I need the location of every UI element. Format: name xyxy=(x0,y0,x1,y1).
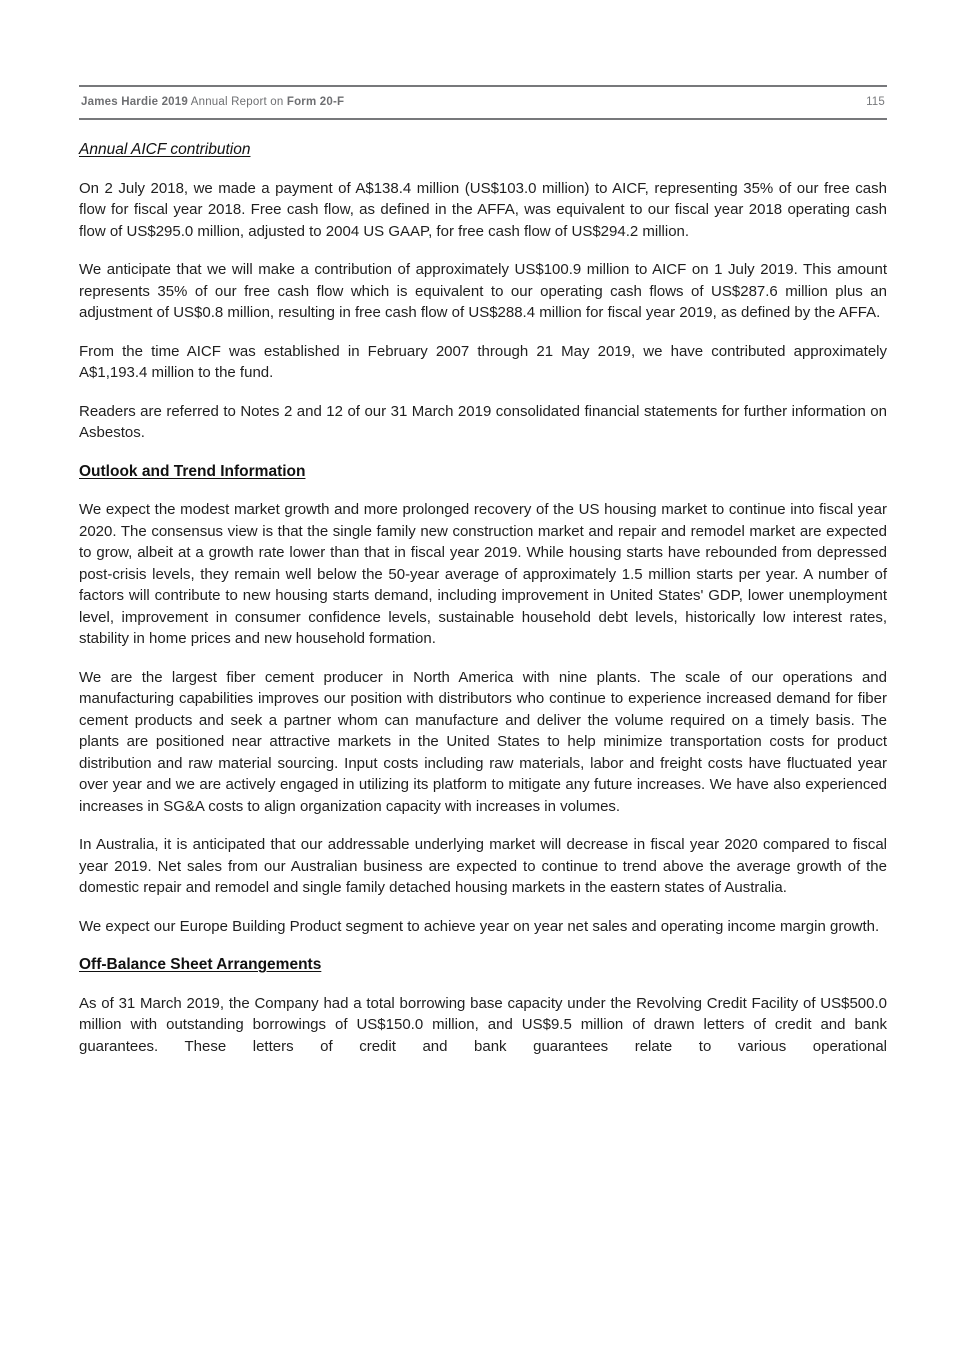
paragraph-aicf-notes-reference: Readers are referred to Notes 2 and 12 of our 31 March 2019 consolidated financial statements for further information on Asbestos. xyxy=(79,402,887,441)
report-form-label: Form 20-F xyxy=(286,96,345,108)
paragraph-us-housing-outlook: We expect the modest market growth and more prolonged recovery of the US housing market to continue into fiscal year 2020. The consensus view is that the single family new construction market and repair and remodel market are expected to grow, albeit at a growth rate lower than that in fiscal year 2019. While housing starts have rebounded from depressed post-crisis levels, they remain well below the 50-year average of approximately 1.5 million starts per year. A number of factors will contribute to new housing starts demand, including improvement in United States' GDP, lower unemployment level, improvement in consumer confidence levels, sustainable household debt levels, historically low interest rates, stability in home prices and new household formation. xyxy=(79,501,887,647)
paragraph-aicf-anticipated-contribution: We anticipate that we will make a contribution of approximately US$100.9 million to AICF on 1 July 2019. This amount represents 35% of our free cash flow which is equivalent to our operating cash flows of US$287.6 million plus an adjustment of US$0.8 million, resulting in free cash flow of US$288.4 million for fiscal year 2019, as defined by the AFFA. xyxy=(79,261,887,321)
page-header xyxy=(79,85,887,120)
report-title-middle: Annual Report on xyxy=(187,96,287,108)
paragraph-fiber-cement-operations: We are the largest fiber cement producer in North America with nine plants. The scale of our operations and manufacturing capabilities improves our position with distributors who continue to experience increased demand for fiber cement products and seek a partner whom can manufacture and deliver the volume required on a timely basis. The plants are positioned near attractive markets in the United States to help minimize transportation costs for product distribution and raw material sourcing. Input costs including raw materials, labor and freight costs have fluctuated year over year and we are actively engaged in utilizing its platform to mitigate any future increases. We have also experienced increases in SG&A costs to align organization capacity with increases in volumes. xyxy=(79,668,887,815)
page-number: 115 xyxy=(866,96,885,108)
section-heading-annual-aicf-contribution: Annual AICF contribution xyxy=(79,141,251,158)
report-title xyxy=(81,96,344,108)
document-body xyxy=(79,120,887,1057)
paragraph-aicf-payment-2018: On 2 July 2018, we made a payment of A$138.4 million (US$103.0 million) to AICF, representing 35% of our free cash flow for fiscal year 2018. Free cash flow, as defined in the AFFA, was equivalent to our fiscal year 2018 operating cash flow of US$295.0 million, adjusted to 2004 US GAAP, for free cash flow of US$294.2 million. xyxy=(79,179,887,240)
paragraph-aicf-total-contributed: From the time AICF was established in February 2007 through 21 May 2019, we have contributed approximately A$1,193.4 million to the fund. xyxy=(79,342,887,381)
paragraph-revolving-credit-facility: As of 31 March 2019, the Company had a total borrowing base capacity under the Revolving Credit Facility of US$500.0 million with outstanding borrowings of US$150.0 million, and US$9.5 million of drawn letters of credit and bank guarantees. These letters of credit and bank guarantees relate to various operational xyxy=(79,994,887,1055)
section-heading-off-balance-sheet: Off-Balance Sheet Arrangements xyxy=(79,956,322,973)
report-brand: James Hardie 2019 xyxy=(81,96,188,108)
paragraph-europe-outlook: We expect our Europe Building Product segment to achieve year on year net sales and operating income margin growth. xyxy=(79,917,880,935)
paragraph-australia-outlook: In Australia, it is anticipated that our addressable underlying market will decrease in fiscal year 2020 compared to fiscal year 2019. Net sales from our Australian business are expected to continue to trend above the average growth of the domestic repair and remodel and single family detached housing markets in the eastern states of Australia. xyxy=(79,836,887,896)
section-heading-outlook-trend-information: Outlook and Trend Information xyxy=(79,462,306,480)
